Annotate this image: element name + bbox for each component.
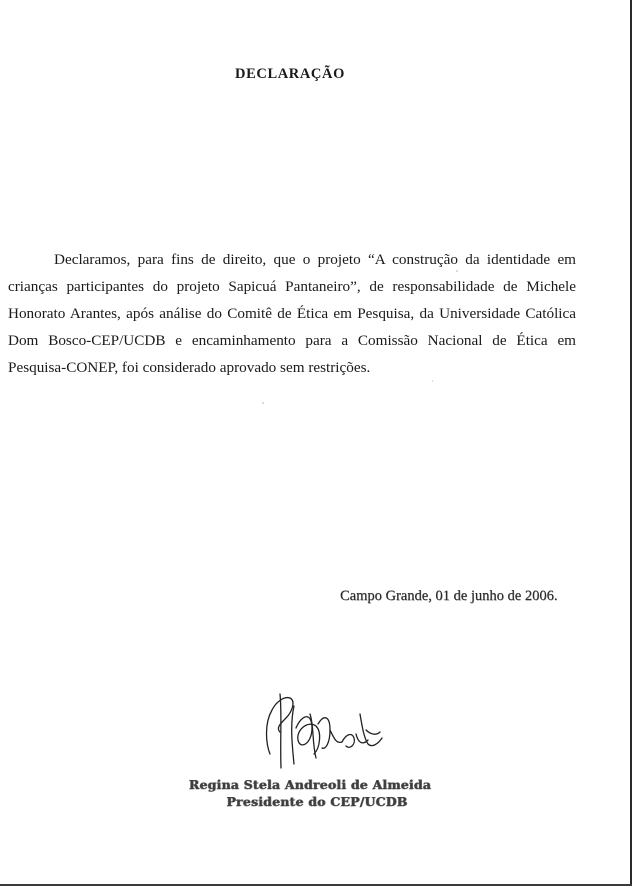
signatory-role: Presidente do CEP/UCDB bbox=[226, 794, 408, 809]
date-line: Campo Grande, 01 de junho de 2006. bbox=[340, 588, 558, 604]
signatory-name: Regina Stela Andreoli de Almeida bbox=[188, 777, 432, 792]
scan-speck bbox=[432, 380, 433, 382]
handwritten-signature bbox=[250, 684, 390, 776]
scan-speck bbox=[456, 270, 458, 272]
signatory-stamp bbox=[185, 776, 435, 810]
document-title: DECLARAÇÃO bbox=[235, 66, 345, 82]
declaration-body: Declaramos, para fins de direito, que o projeto “A construção da identidade em crianças participantes do projeto Sapicuá Pantaneiro”, de responsabilidade de Michele Honorato Arantes, após análise do Comitê de Ética em Pesquisa, da Universidade Católica Dom Bosco-CEP/UCDB e encaminhamento para a Comissão Nacional de Ética em Pesquisa-CONEP, foi considerado aprovado sem restrições. bbox=[8, 251, 576, 376]
scan-speck bbox=[262, 402, 264, 404]
